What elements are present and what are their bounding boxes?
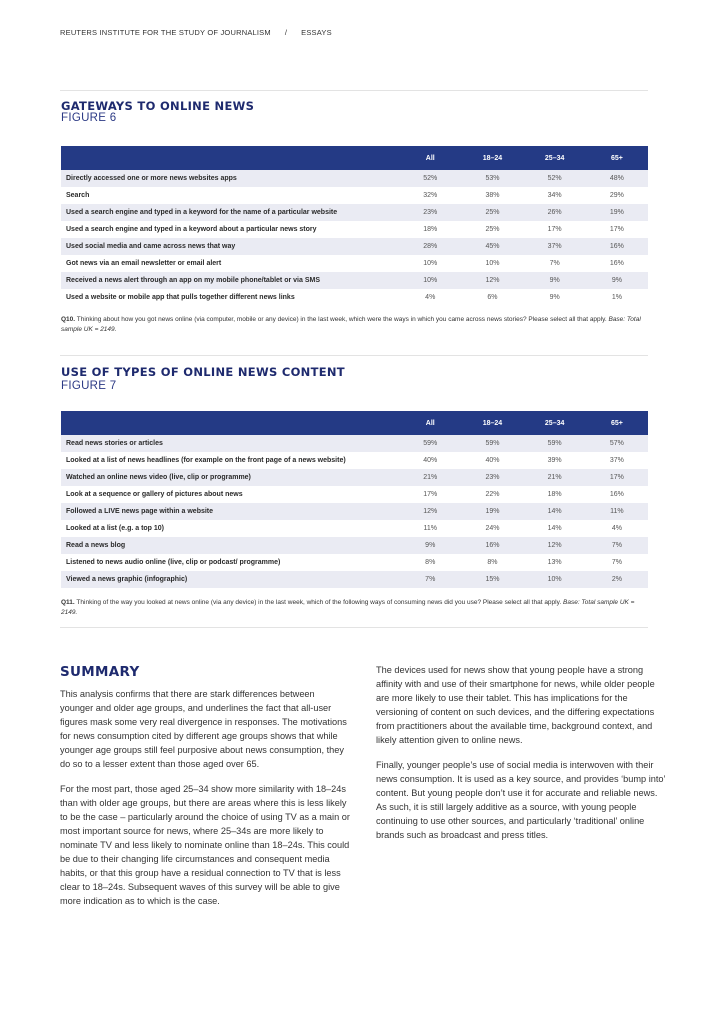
- table-row: [61, 469, 648, 486]
- table-cell: 32%: [423, 192, 438, 199]
- paragraph: The devices used for news show that young people have a strong affinity with and use of their smartphone for news, while older people are more likely to use their tablet. This has implications for the versioning of content on such devices, and the differing expectations from practitioners about the available time, background context, and likely attention given to online news.: [376, 665, 655, 745]
- paragraph: For the most part, those aged 25–34 show more similarity with 18–24s than with older age groups, but there are areas where this is less likely to be the case – particularly around the choice of using TV as a main or most important source for news, where 25–34s are more likely to nominate TV and less likely to nominate online than 18–24s. This could be due to their changing life circumstances and consequent media habits, or that this group have a residual connection to TV that is less clear to 18–24s. Subsequent waves of this survey will be able to give more indication as to which is the case.: [60, 784, 350, 906]
- table-cell: 28%: [399, 238, 461, 255]
- table-cell: 25%: [461, 204, 523, 221]
- row-label: Listened to news audio online (live, clip or podcast/ programme): [66, 559, 281, 566]
- table-cell: 39%: [547, 457, 562, 464]
- table-cell: 40%: [485, 457, 500, 464]
- column-header: All: [399, 411, 461, 435]
- table-cell: 10%: [524, 571, 586, 588]
- table-cell: 21%: [524, 469, 586, 486]
- row-label: Used social media and came across news that way: [61, 238, 399, 255]
- table-cell: 12%: [524, 537, 586, 554]
- table-header-row: [61, 146, 648, 170]
- figure6-label: FIGURE 6: [61, 112, 117, 124]
- table-cell: 18%: [423, 226, 438, 233]
- table-cell: 13%: [547, 559, 562, 566]
- table-cell: 23%: [399, 204, 461, 221]
- table-cell: 52%: [524, 170, 586, 187]
- table-cell: 12%: [399, 503, 461, 520]
- running-header: [60, 28, 332, 37]
- table-cell: 17%: [586, 469, 648, 486]
- table-cell: 59%: [524, 435, 586, 452]
- table-cell: 15%: [461, 571, 523, 588]
- row-label: Viewed a news graphic (infographic): [61, 571, 399, 588]
- table-cell: 4%: [611, 525, 622, 532]
- table-cell: 40%: [423, 457, 438, 464]
- question-text: Thinking of the way you looked at news online (via any device) in the last week, which of the following ways of consuming news did you use? Please select all that apply.: [74, 599, 563, 606]
- table-row: [61, 170, 648, 187]
- table-row: [61, 272, 648, 289]
- table-cell: 52%: [399, 170, 461, 187]
- table-cell: 59%: [399, 435, 461, 452]
- table-cell: 26%: [524, 204, 586, 221]
- section-name: ESSAYS: [301, 28, 332, 37]
- summary-heading: SUMMARY: [60, 664, 140, 680]
- table-row: [61, 255, 648, 272]
- table-cell: 23%: [461, 469, 523, 486]
- table-cell: 29%: [609, 192, 624, 199]
- table-cell: 19%: [586, 204, 648, 221]
- table-row: [61, 289, 648, 306]
- table-cell: 9%: [524, 272, 586, 289]
- row-label: Used a search engine and typed in a keyword about a particular news story: [66, 226, 317, 233]
- row-label: Watched an online news video (live, clip or programme): [61, 469, 399, 486]
- table-cell: 7%: [611, 559, 622, 566]
- table-cell: 14%: [547, 525, 562, 532]
- table-row: [61, 435, 648, 452]
- table-cell: 45%: [461, 238, 523, 255]
- table-cell: 16%: [461, 537, 523, 554]
- table-cell: 9%: [549, 294, 560, 301]
- row-label: Followed a LIVE news page within a website: [61, 503, 399, 520]
- column-header: 25–34: [524, 146, 586, 170]
- figure7-note: [61, 598, 647, 617]
- table-cell: 17%: [547, 226, 562, 233]
- table-cell: 17%: [609, 226, 624, 233]
- summary-left-column: [60, 687, 350, 919]
- figure7-table: [61, 411, 648, 588]
- column-header: 65+: [586, 146, 648, 170]
- table-cell: 37%: [524, 238, 586, 255]
- table-row: [61, 537, 648, 554]
- table-header-row: [61, 411, 648, 435]
- table-row: [61, 221, 648, 238]
- row-label: Read a news blog: [61, 537, 399, 554]
- column-header: 18–24: [461, 146, 523, 170]
- table-cell: 53%: [461, 170, 523, 187]
- table-cell: 16%: [586, 238, 648, 255]
- table-row: [61, 571, 648, 588]
- row-label: Got news via an email newsletter or email alert: [66, 260, 222, 267]
- table-cell: 34%: [547, 192, 562, 199]
- sample-base: Base: Total sample UK = 2149.: [61, 599, 635, 616]
- header-separator: /: [284, 28, 288, 37]
- table-cell: 57%: [586, 435, 648, 452]
- summary-right-column: [376, 663, 668, 853]
- table-cell: 48%: [586, 170, 648, 187]
- column-header: [61, 146, 399, 170]
- column-header: [61, 411, 399, 435]
- table-cell: 10%: [485, 260, 500, 267]
- table-cell: 10%: [423, 260, 438, 267]
- table-row: [61, 204, 648, 221]
- table-row: [61, 238, 648, 255]
- table-cell: 12%: [461, 272, 523, 289]
- row-label: Used a website or mobile app that pulls together different news links: [66, 294, 295, 301]
- figure7-title: USE OF TYPES OF ONLINE NEWS CONTENT: [61, 365, 345, 379]
- question-number: Q10.: [61, 316, 76, 323]
- table-cell: 59%: [461, 435, 523, 452]
- paragraph: Finally, younger people’s use of social media is interwoven with their news consumption. It is used as a key source, and provides ‘bump into’ content. But young people don’t use it for accurate and reliable news. As such, it is still largely additive as a source, with young people continuing to use other sources, and particularly ‘traditional’ online brands such as broadcast and press titles.: [376, 760, 666, 840]
- figure6-note: [61, 315, 647, 334]
- divider: [60, 627, 648, 628]
- column-header: 25–34: [524, 411, 586, 435]
- table-cell: 37%: [609, 457, 624, 464]
- table-row: [61, 554, 648, 571]
- row-label: Look at a sequence or gallery of pictures about news: [66, 491, 243, 498]
- divider: [60, 90, 648, 91]
- question-text: Thinking about how you got news online (via computer, mobile or any device) in the last week, which were the ways in which you came across news stories? Please select all that apply.: [75, 316, 609, 323]
- table-cell: 7%: [549, 260, 560, 267]
- table-cell: 9%: [586, 272, 648, 289]
- table-cell: 17%: [423, 491, 438, 498]
- divider: [60, 355, 648, 356]
- table-cell: 18%: [547, 491, 562, 498]
- table-cell: 6%: [487, 294, 498, 301]
- row-label: Used a search engine and typed in a keyword for the name of a particular website: [61, 204, 399, 221]
- table-cell: 14%: [524, 503, 586, 520]
- paragraph: This analysis confirms that there are stark differences between younger and older age groups, and underlines the fact that all-user figures mask some very real divergence in responses. The motivations for news consumption cited by different age groups shows that while younger age groups still feel purposive about news consumption, they do so to a lesser extent than those aged over 65.: [60, 689, 347, 769]
- table-cell: 4%: [425, 294, 436, 301]
- table-cell: 22%: [485, 491, 500, 498]
- table-cell: 16%: [609, 260, 624, 267]
- column-header: 65+: [586, 411, 648, 435]
- table-cell: 7%: [399, 571, 461, 588]
- column-header: 18–24: [461, 411, 523, 435]
- table-cell: 11%: [423, 525, 437, 532]
- table-cell: 1%: [611, 294, 622, 301]
- figure6-title: GATEWAYS TO ONLINE NEWS: [61, 99, 255, 113]
- question-number: Q11.: [61, 599, 75, 606]
- table-row: [61, 187, 648, 204]
- table-cell: 8%: [425, 559, 436, 566]
- figure6-table: [61, 146, 648, 306]
- row-label: Looked at a list (e.g. a top 10): [66, 525, 165, 532]
- table-cell: 7%: [586, 537, 648, 554]
- table-row: [61, 520, 648, 537]
- table-cell: 24%: [485, 525, 500, 532]
- row-label: Read news stories or articles: [61, 435, 399, 452]
- row-label: Directly accessed one or more news websites apps: [61, 170, 399, 187]
- table-cell: 16%: [609, 491, 624, 498]
- table-cell: 10%: [399, 272, 461, 289]
- table-cell: 11%: [586, 503, 648, 520]
- publisher-name: REUTERS INSTITUTE FOR THE STUDY OF JOURNALISM: [60, 28, 271, 37]
- table-cell: 2%: [586, 571, 648, 588]
- figure7-label: FIGURE 7: [61, 380, 117, 392]
- table-row: [61, 486, 648, 503]
- table-cell: 25%: [485, 226, 500, 233]
- table-row: [61, 503, 648, 520]
- row-label: Received a news alert through an app on my mobile phone/tablet or via SMS: [61, 272, 399, 289]
- row-label: Looked at a list of news headlines (for example on the front page of a news website): [66, 457, 346, 464]
- sample-base: Base: Total sample UK = 2149.: [61, 316, 641, 333]
- table-cell: 38%: [485, 192, 500, 199]
- table-cell: 21%: [399, 469, 461, 486]
- table-row: [61, 452, 648, 469]
- table-cell: 9%: [399, 537, 461, 554]
- column-header: All: [399, 146, 461, 170]
- row-label: Search: [66, 192, 90, 199]
- table-cell: 19%: [461, 503, 523, 520]
- table-cell: 8%: [487, 559, 498, 566]
